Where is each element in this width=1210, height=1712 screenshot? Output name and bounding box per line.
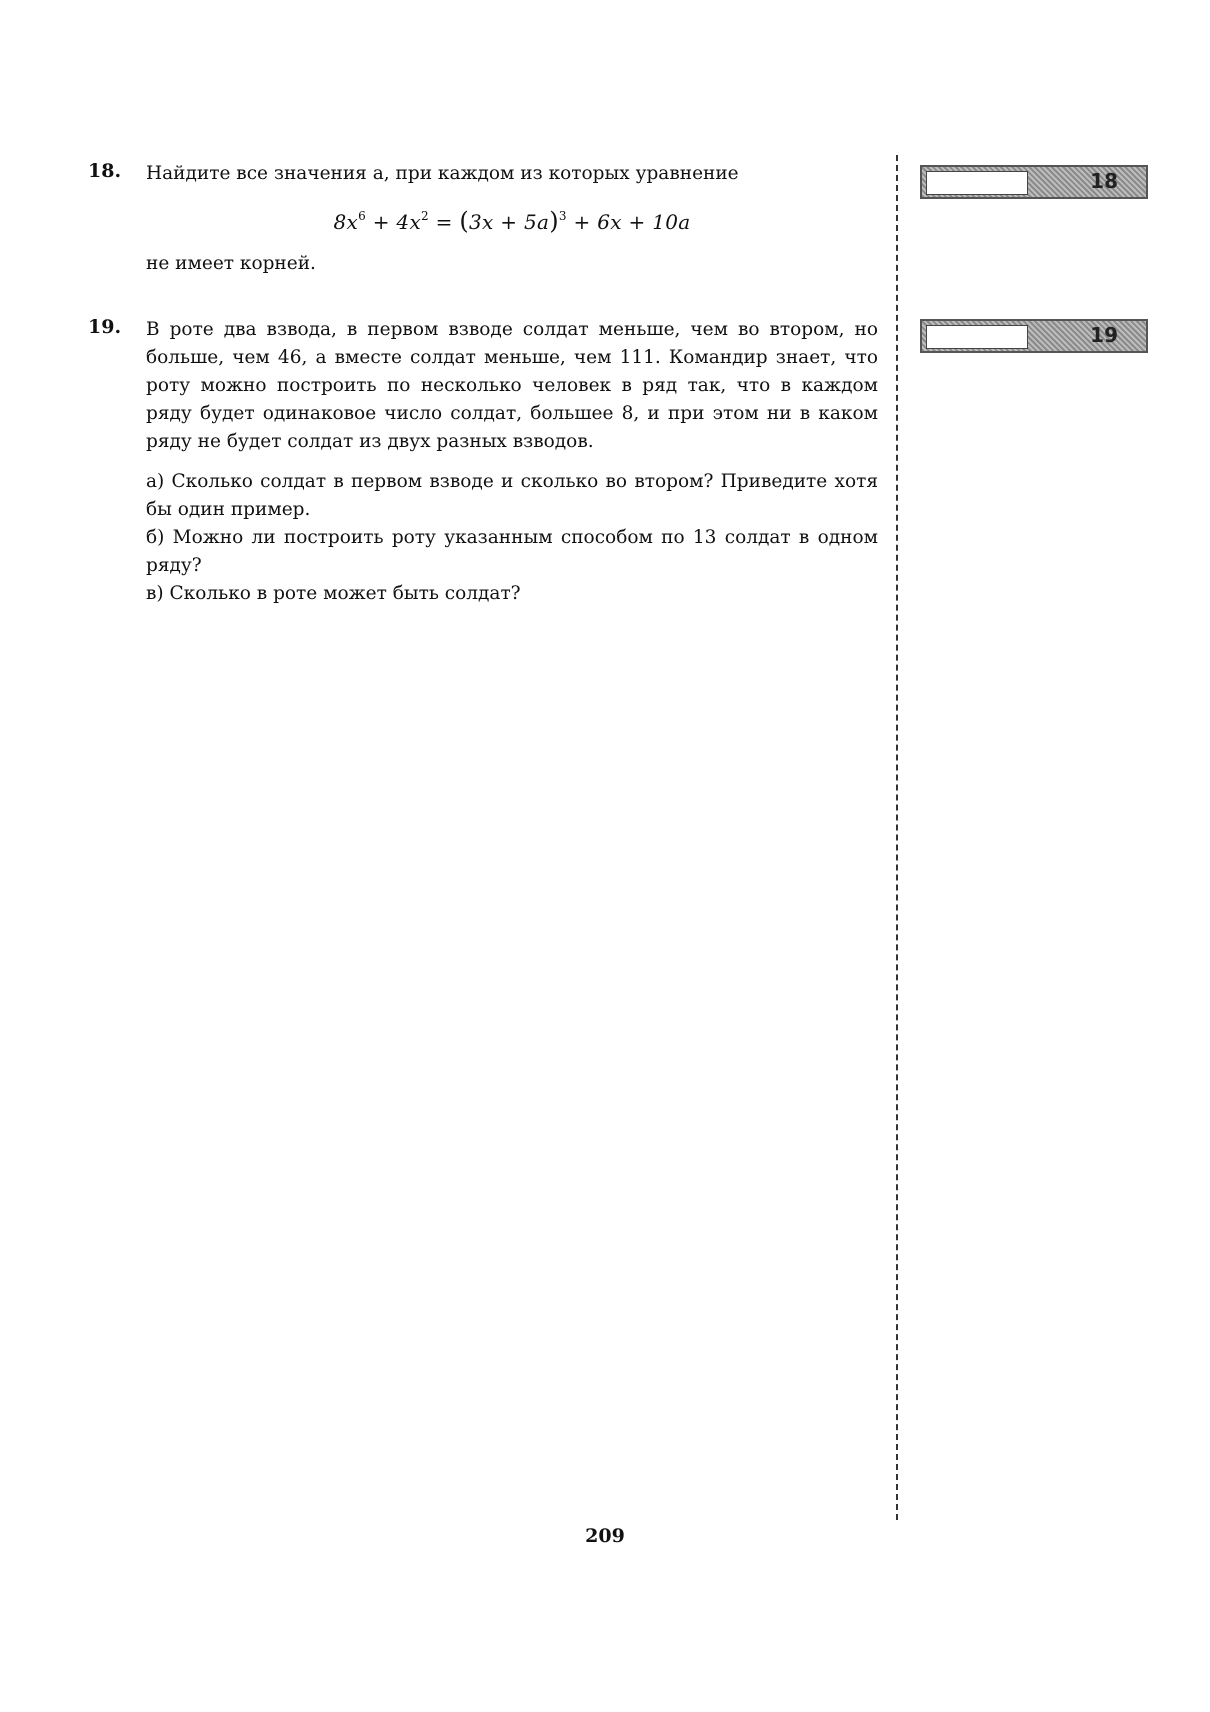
eq-term: 8x (333, 210, 359, 234)
answer-box-18 (920, 165, 1148, 199)
equation (146, 202, 878, 236)
task-outro: не имеет корней. (146, 253, 316, 274)
task-number: 19. (88, 316, 122, 338)
eq-equals: = (428, 210, 460, 234)
eq-exponent: 6 (358, 209, 367, 223)
eq-term: + 6x + 10a (566, 210, 691, 234)
eq-term: + 4x (366, 210, 422, 234)
task-number: 18. (88, 160, 122, 182)
answer-field[interactable] (926, 325, 1028, 349)
subquestion-a: а) Сколько солдат в первом взводе и сколько во втором? Приведите хотя бы один пример. (146, 471, 878, 520)
subquestion-b: б) Можно ли построить роту указанным способом по 13 солдат в одном ряду? (146, 527, 878, 576)
eq-paren: ) (549, 207, 559, 235)
task-intro: Найдите все значения a, при каждом из которых уравнение (146, 163, 739, 184)
answer-box-label: 18 (1090, 169, 1118, 193)
task-text: В роте два взвода, в первом взводе солдат меньше, чем во втором, но больше, чем 46, а вместе солдат меньше, чем 111. Командир знает, что роту можно построить по несколько человек в ряд так, что в каждом ряду будет одинаковое число солдат, большее 8, и при этом ни в каком ряду не будет солдат из двух разных взводов. (146, 319, 878, 452)
eq-exponent: 2 (421, 209, 429, 223)
eq-exponent: 3 (558, 209, 567, 223)
cut-line-divider (896, 155, 898, 1520)
task-body (146, 316, 878, 608)
answer-field[interactable] (926, 171, 1028, 195)
task-body (146, 160, 878, 278)
answer-box-19 (920, 319, 1148, 353)
subquestion-c: в) Сколько в роте может быть солдат? (146, 583, 521, 604)
page-number: 209 (585, 1525, 625, 1547)
answer-box-label: 19 (1090, 323, 1118, 347)
eq-term: 3x + 5a (469, 210, 550, 234)
eq-paren: ( (459, 207, 470, 235)
